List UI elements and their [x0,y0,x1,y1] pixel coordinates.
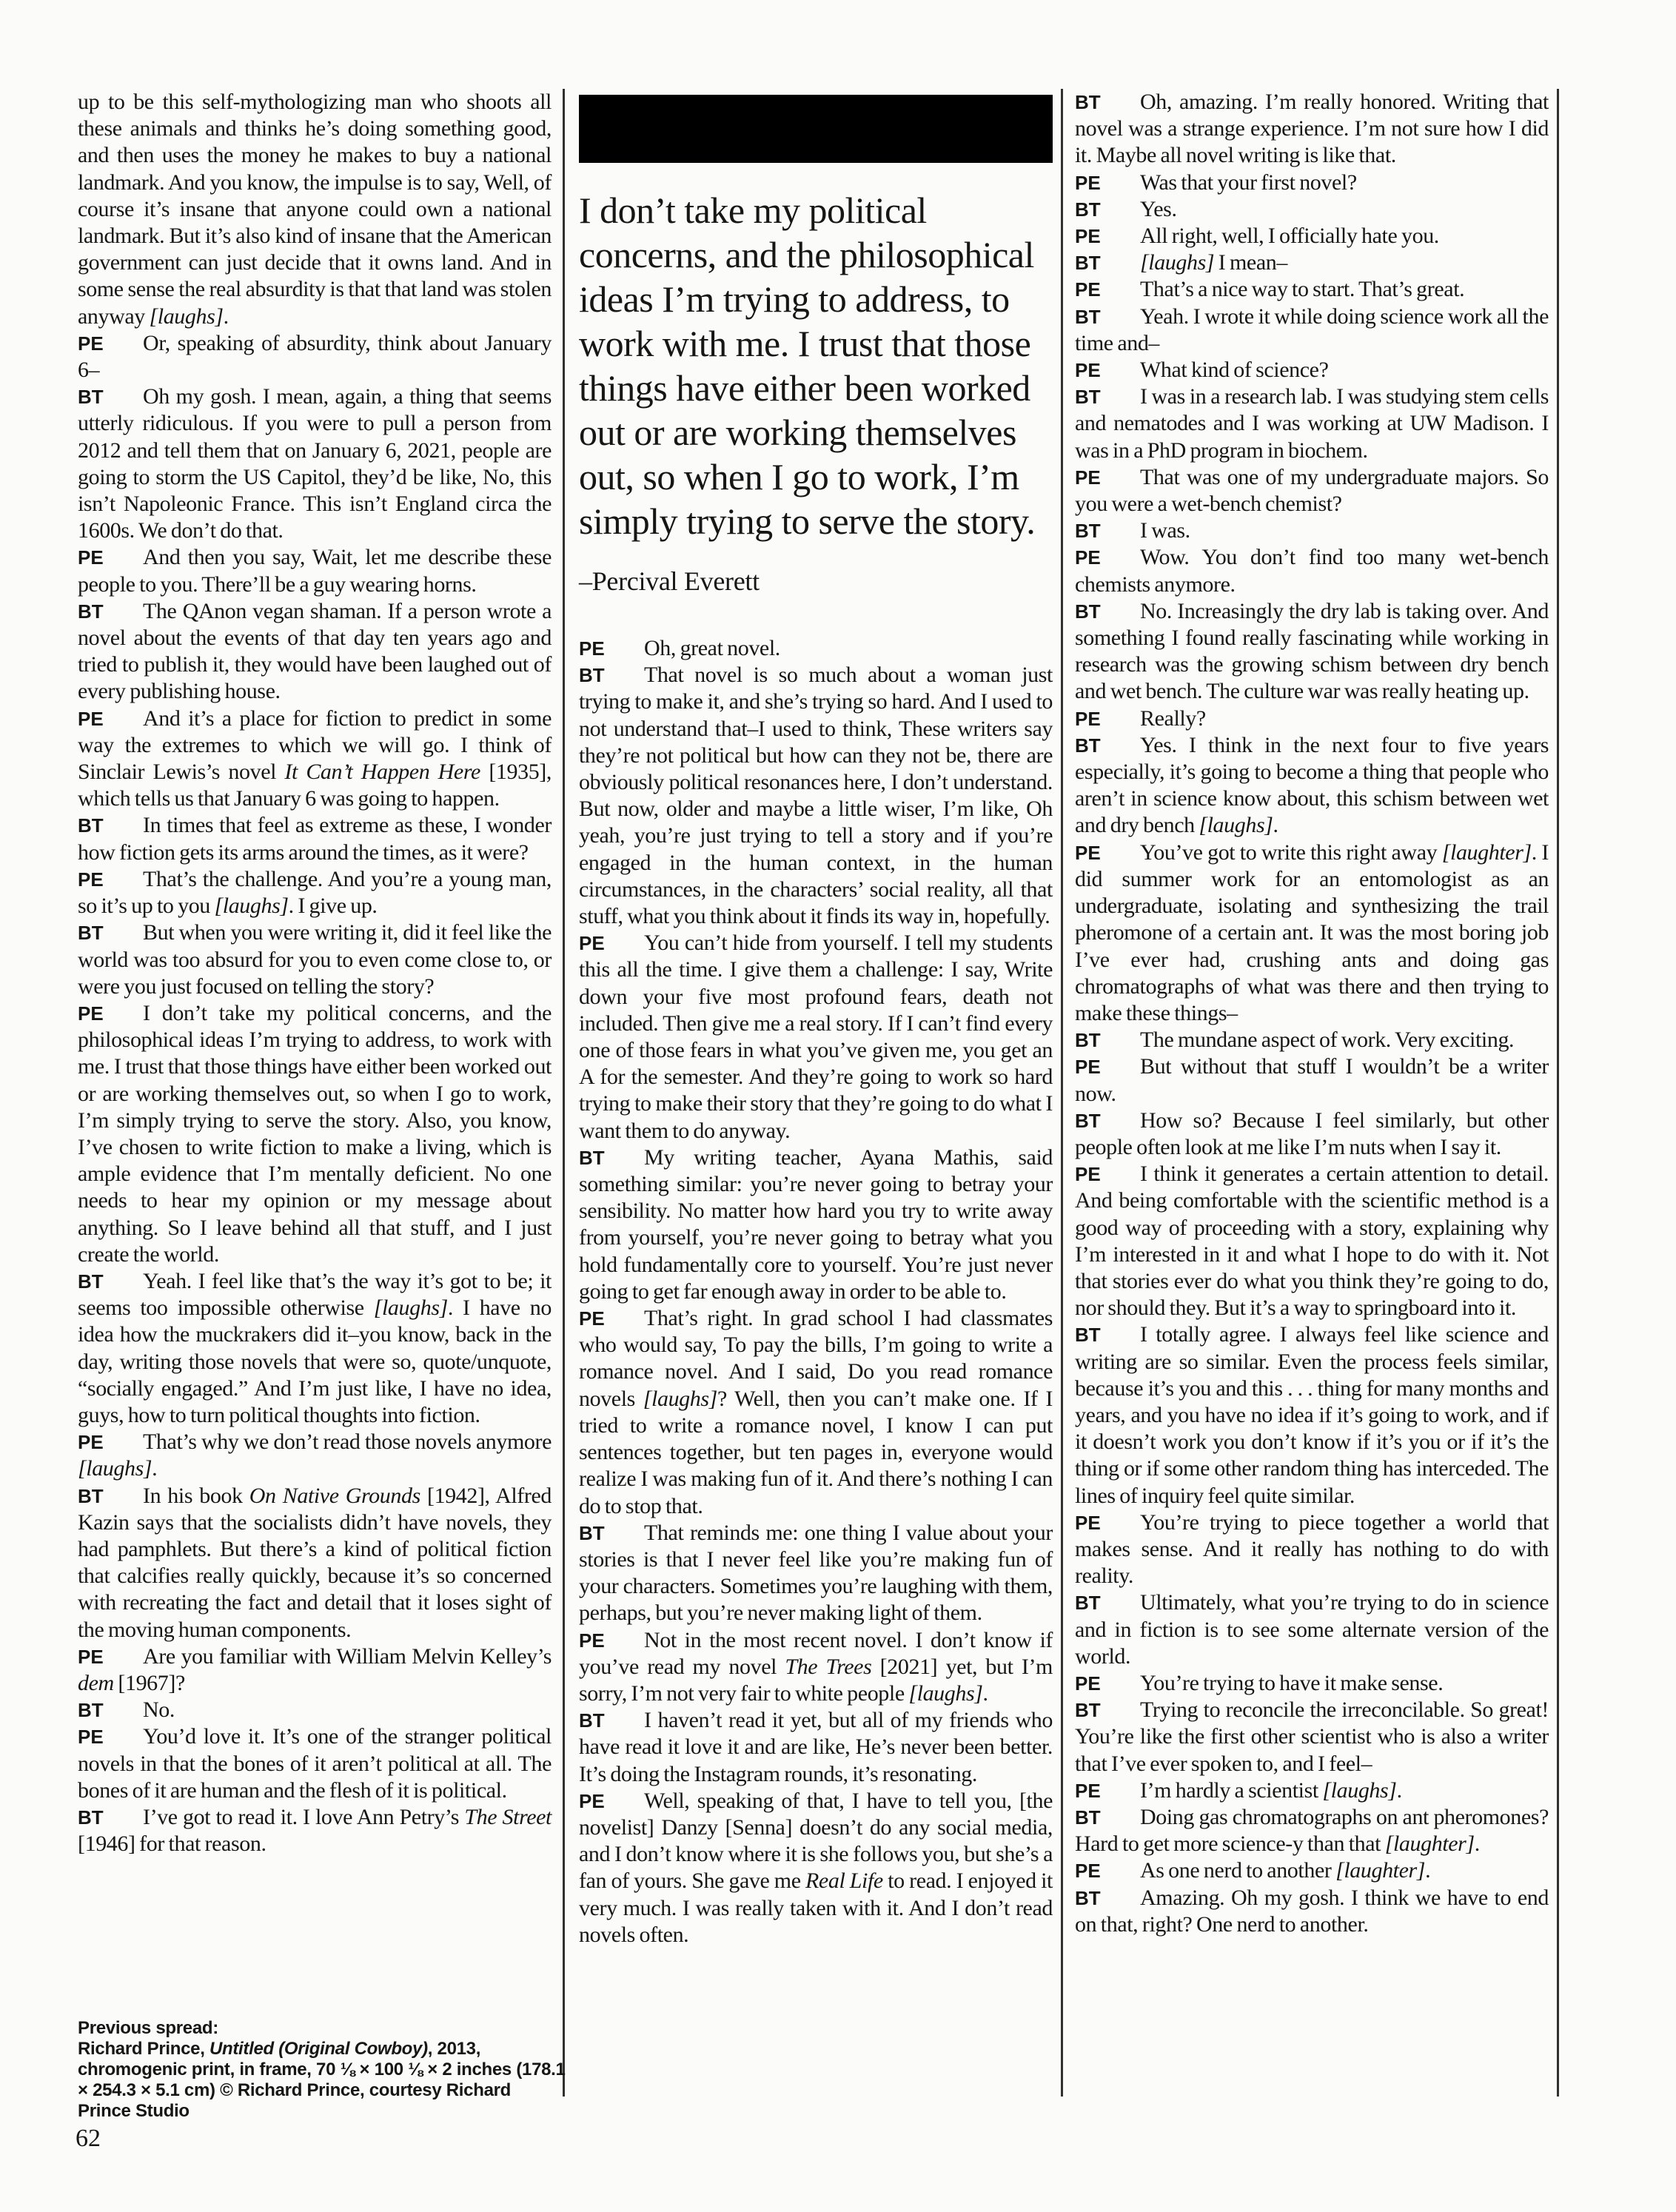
dialogue-turn [78,1643,552,1697]
speaker-label: PE [579,932,605,955]
page-number: 62 [76,2125,101,2152]
text-run: [2021] yet, but I’m sorry, I’m not very fair to white people [579,1654,1053,1706]
speaker-label: PE [1075,225,1101,248]
text-run: That’s right. In grad school I had classmates who would say, To pay the bills, I’m going to write a romance novel. And I said, Do you read romance novels [579,1306,1053,1411]
speaker-label: PE [78,1002,104,1025]
dialogue-turn [78,919,552,1000]
italic-text: Real Life [805,1869,883,1894]
column-middle [579,89,1053,1948]
dialogue-turn [78,544,552,597]
text-run: I think it generates a certain attention to detail. And being comfortable with the scientific method is a good way of proceeding with a story, explaining why I’m interested in it and what I hope to do with it. Not that stories ever do what you think they’re going to do, nor should they. But it’s a way to springboard into it. [1075,1162,1549,1321]
dialogue-turn [78,866,552,919]
dialogue-turn [579,1707,1053,1788]
text-run: I haven’t read it yet, but all of my friends who have read it love it and are like, He’s never been better. It’s doing the Instagram rounds, it’s resonating. [579,1708,1053,1786]
text-run: Well, speaking of that, I have to tell you, [the novelist] Danzy [Senna] doesn’t do any social media, and I don’t know where it is she follows you, but she’s a fan of yours. She gave me [579,1788,1053,1894]
dialogue-turn [1075,89,1549,170]
dialogue-turn [1075,1857,1549,1884]
dialogue-turn [579,662,1053,930]
text-run: [1935], which tells us that January 6 was going to happen. [78,760,552,811]
text-run: No. Increasingly the dry lab is taking over. And something I found really fascinating while working in research was the growing schism between dry bench and wet bench. The culture war was really heating up. [1075,598,1549,704]
speaker-label: PE [78,1645,104,1668]
text-run: I was. [1140,518,1190,543]
speaker-label: PE [1075,546,1101,569]
speaker-label: PE [78,1726,104,1749]
dialogue-turn [1075,732,1549,839]
text-run: Ultimately, what you’re trying to do in science and in fiction is to see some alternate version of the world. [1075,1590,1549,1669]
text-run: Oh, great novel. [644,636,780,660]
italic-text: dem [78,1670,114,1695]
italic-text: [laughs] [149,304,224,329]
caption-body [78,2039,566,2121]
speaker-label: PE [1075,359,1101,382]
italic-text: [laughs] [78,1456,152,1481]
speaker-label: BT [579,1521,605,1544]
italic-text: [laughs] [214,894,289,919]
text-run: I’m hardly a scientist [1140,1777,1323,1803]
dialogue-turn [1075,1589,1549,1670]
speaker-label: BT [1075,1029,1101,1052]
dialogue-turn [78,598,552,706]
caption-heading: Previous spread: [78,2018,218,2038]
text-run: . [982,1680,988,1706]
speaker-label: PE [1075,171,1101,194]
text-run: [1942], Alfred Kazin says that the socialists didn’t have novels, they had pamphlets. But there’s a kind of political fiction that calcifies really quickly, because it’s so concerned with recreating the fact and detail that it loses sight of the moving human components. [78,1483,552,1642]
speaker-label: BT [1075,386,1101,409]
dialogue-turn [78,1723,552,1804]
text-run: Amazing. Oh my gosh. I think we have to end on that, right? One nerd to another. [1075,1885,1549,1937]
italic-text: The Street [464,1805,552,1829]
dialogue-turn [1075,1804,1549,1857]
dialogue-turn [78,706,552,813]
speaker-label: PE [1075,841,1101,864]
dialogue-turn [579,1305,1053,1520]
text-run: Oh my gosh. I mean, again, a thing that seems utterly ridiculous. If you were to pull a person from 2012 and tell them that on January 6, 2021, people are going to storm the US Capitol, they’d be like, No, this isn’t Napoleonic France. This isn’t England circa the 1600s. We don’t do that. [78,384,552,543]
speaker-label: PE [579,1629,605,1652]
dialogue-turn [1075,1321,1549,1509]
dialogue-turn [78,1483,552,1643]
text-run: I don’t take my political concerns, and the philosophical ideas I’m trying to address, to work with me. I trust that those things have either been worked out or are working themselves out, so when I go to work, I’m simply trying to serve the story. Also, you know, I’ve chosen to write fiction to make a living, which is ample evidence that I’m mentally deficient. No one needs to hear my opinion or my message about anything. So I leave behind all that stuff, and I just create the world. [78,1000,552,1267]
text-run: . [1425,1858,1431,1883]
speaker-label: BT [1075,91,1101,113]
text-run: All right, well, I officially hate you. [1140,224,1439,249]
dialogue-turn [1075,1053,1549,1107]
speaker-label: PE [1075,1511,1101,1534]
text-run: That’s a nice way to start. That’s great. [1140,277,1465,302]
italic-text: The Trees [785,1654,872,1679]
text-run: That’s why we don’t read those novels anymore [143,1430,552,1455]
text-run: My writing teacher, Ayana Mathis, said something similar: you’re never going to betray your sensibility. No matter how hard you try to write away from yourself, you’re never going to betray what you hold fundamentally core to yourself. You’re just never going to get far enough away in order to be able to. [579,1144,1053,1304]
speaker-label: PE [1075,1779,1101,1802]
speaker-label: PE [579,1789,605,1812]
column-right-turns [1075,89,1549,1938]
text-run: In times that feel as extreme as these, I wonder how fiction gets its arms around the times, as it were? [78,813,552,865]
speaker-label: PE [579,1307,605,1330]
dialogue-turn [78,812,552,865]
speaker-label: PE [78,868,104,891]
dialogue-turn [1075,706,1549,732]
text-run: You’re trying to piece together a world that makes sense. And it really has nothing to do with reality. [1075,1509,1549,1589]
text-run: ? Well, then you can’t make one. If I tried to write a romance novel, I know I can put sentences together, but ten pages in, everyone would realize I was making fun of it. And there’s nothing I can do to stop that. [579,1386,1053,1518]
dialogue-turn [1075,276,1549,303]
speaker-label: BT [78,1699,104,1722]
text-run: In his book [143,1483,249,1508]
text-run: . [223,304,229,329]
dialogue-turn [78,1429,552,1482]
dialogue-turn [1075,304,1549,357]
italic-text: [laughter] [1384,1831,1475,1857]
text-run: As one nerd to another [1140,1858,1336,1883]
dialogue-turn [1075,357,1549,383]
text-run: And it’s a place for fiction to predict in some way the extremes to which we will go. I think of Sinclair Lewis’s novel [78,706,552,785]
speaker-label: PE [1075,1860,1101,1883]
pull-quote-attribution: –Percival Everett [579,566,760,596]
text-run: That reminds me: one thing I value about your stories is that I never feel like you’re making fun of your characters. Sometimes you’re laughing with them, perhaps, but you’re never making light of them. [579,1520,1053,1626]
text-run: And then you say, Wait, let me describe these people to you. There’ll be a guy wearing horns. [78,545,552,597]
dialogue-turn [579,1144,1053,1305]
text-run: . I give up. [288,894,378,919]
redaction-bar [579,95,1053,163]
text-run: . [1396,1777,1402,1803]
column-middle-turns [579,635,1053,1948]
text-run: to read. I enjoyed it very much. I was really taken with it. And I don’t read novels often. [579,1869,1053,1947]
italic-text: [laughs] [1140,250,1215,275]
speaker-label: BT [1075,600,1101,623]
speaker-label: BT [78,600,104,623]
speaker-label: PE [1075,707,1101,730]
pull-quote: I don’t take my political concerns, and the philosophical ideas I’m trying to address, to work with me. I trust that those things have either been worked out or are working themselves out, so when I go to work, I’m simply trying to serve the story. [579,190,1036,542]
text-run: That’s the challenge. And you’re a young man, so it’s up to you [78,866,552,919]
text-run: Yes. I think in the next four to five years especially, it’s going to become a thing that people who aren’t in science know about, this schism between wet and dry bench [1075,732,1549,838]
dialogue-turn [1075,1777,1549,1804]
column-divider-rule-2 [1061,89,1063,2097]
speaker-label: PE [1075,1163,1101,1186]
dialogue-turn [1075,464,1549,517]
text-run: . [1273,813,1278,838]
dialogue-turn [1075,1027,1549,1053]
dialogue-turn [1075,383,1549,464]
text-run: . I did summer work for an entomologist as an undergraduate, isolating and synthesizing the trail pheromone of a certain ant. It was the most boring job I’ve ever had, crushing ants and doing gas chromatographs of what was there and then trying to make these things– [1075,839,1549,1025]
dialogue-turn [1075,598,1549,706]
dialogue-turn [579,635,1053,662]
italic-text: Untitled (Original Cowboy) [209,2039,428,2059]
dialogue-turn [1075,196,1549,223]
text-run: You’re trying to have it make sense. [1140,1670,1444,1695]
dialogue-turn [78,89,552,330]
text-run: Are you familiar with William Melvin Kelley’s [143,1643,552,1669]
speaker-label: PE [78,1431,104,1454]
text-run: , 2013, chromogenic print, in frame, 70 ⅛ × 100 ⅛ × 2 inches (178.1 × 254.3 × 5.1 cm) © Richard Prince, courtesy Richard Prince Studio [78,2039,566,2121]
italic-text: [laughs] [373,1296,448,1321]
speaker-label: PE [1075,466,1101,489]
text-run: up to be this self-mythologizing man who shoots all these animals and thinks he’s doing something good, and then uses the money he makes to buy a national landmark. And you know, the impulse is to say, Well, of course it’s insane that anyone could own a national landmark. But it’s also kind of insane that the American government can just decide that it owns land. And in some sense the real absurdity is that that land was stolen anyway [78,90,552,329]
text-run: But without that stuff I wouldn’t be a writer now. [1075,1054,1549,1106]
text-run: That was one of my undergraduate majors. So you were a wet-bench chemist? [1075,464,1549,517]
dialogue-turn [1075,517,1549,544]
text-run: That novel is so much about a woman just trying to make it, and she’s trying so hard. And I used to not understand that–I used to think, These writers say they’re not political but how can they not be, there are obviously political resonances here, I don’t understand. But now, older and maybe a little wiser, I’m like, Oh yeah, you’re just trying to tell a story and if you’re engaged in the human context, in the human circumstances, in the characters’ social reality, all that stuff, what you think about it finds its way in, hopefully. [579,663,1053,929]
text-run: I was in a research lab. I was studying stem cells and nematodes and I was working at UW Madison. I was in a PhD program in biochem. [1075,384,1549,463]
speaker-label: BT [78,1270,104,1293]
italic-text: [laughter] [1441,839,1532,865]
text-run: [1946] for that reason. [78,1831,267,1857]
dialogue-turn [78,1268,552,1429]
speaker-label: BT [579,1709,605,1732]
text-run: . [152,1456,158,1481]
italic-text: On Native Grounds [249,1483,420,1508]
column-divider-rule-1 [563,89,565,2097]
speaker-label: PE [579,637,605,660]
speaker-label: BT [1075,1806,1101,1829]
dialogue-turn [78,1697,552,1723]
italic-text: [laughs] [908,1680,983,1706]
dialogue-turn [579,1788,1053,1948]
dialogue-turn [78,383,552,544]
page-right-margin-rule [1557,89,1559,2097]
speaker-label: BT [1075,1109,1101,1132]
speaker-label: BT [1075,305,1101,328]
dialogue-turn [579,1520,1053,1627]
speaker-label: BT [1075,1592,1101,1615]
text-run: [1967]? [113,1670,185,1695]
dialogue-turn [78,330,552,383]
dialogue-turn [1075,839,1549,1027]
speaker-label: BT [78,386,104,409]
text-run: Doing gas chromatographs on ant pheromones? Hard to get more science-y than that [1075,1805,1549,1857]
text-run: You can’t hide from yourself. I tell my students this all the time. I give them a challenge: I say, Write down your five most profound fears, death not included. Then give me a real story. If I can’t find every one of those fears in what you’ve given me, you get an A for the semester. And they’re going to work so hard trying to make their story that they’re going to do what I want them to do anyway. [579,931,1053,1143]
speaker-label: BT [1075,520,1101,543]
dialogue-turn [78,1000,552,1268]
speaker-label: PE [1075,1056,1101,1079]
speaker-label: BT [78,922,104,945]
speaker-label: PE [78,546,104,569]
dialogue-turn [1075,1161,1549,1321]
dialogue-turn [1075,170,1549,196]
speaker-label: PE [1075,278,1101,301]
text-run: But when you were writing it, did it feel like the world was too absurd for you to even come close to, or were you just focused on telling the story? [78,920,552,999]
speaker-label: BT [78,1484,104,1507]
text-run: Wow. You don’t find too many wet-bench chemists anymore. [1075,545,1549,597]
dialogue-turn [1075,223,1549,249]
text-run: Richard Prince, [78,2039,210,2059]
speaker-label: PE [1075,1672,1101,1695]
speaker-label: BT [1075,198,1101,221]
text-run: Not in the most recent novel. I don’t know if you’ve read my novel [579,1627,1053,1679]
dialogue-turn [1075,544,1549,597]
dialogue-turn [1075,1670,1549,1697]
speaker-label: BT [579,664,605,687]
italic-text: [laughs] [1199,813,1273,838]
dialogue-turn [1075,1697,1549,1777]
dialogue-turn [78,1804,552,1857]
text-run: The mundane aspect of work. Very exciting. [1140,1028,1515,1053]
text-run: . [1474,1831,1480,1857]
speaker-label: PE [78,332,104,355]
text-run: You’d love it. It’s one of the stranger political novels in that the bones of it aren’t political at all. The bones of it are human and the flesh of it is political. [78,1724,552,1803]
speaker-label: BT [1075,252,1101,275]
column-left-turns [78,89,552,1857]
text-run: The QAnon vegan shaman. If a person wrote a novel about the events of that day ten years ago and tried to publish it, they would have been laughed out of every publishing house. [78,598,552,704]
text-run: . I have no idea how the muckrakers did it–you know, back in the day, writing those novels that were so, quote/unquote, “socially engaged.” And I’m just like, I have no idea, guys, how to turn political thoughts into fiction. [78,1296,552,1427]
column-left [78,89,552,1857]
dialogue-turn [1075,1107,1549,1161]
text-run: Or, speaking of absurdity, think about January 6– [78,330,552,383]
speaker-label: BT [1075,1699,1101,1722]
text-run: I mean– [1214,250,1287,275]
speaker-label: BT [1075,1324,1101,1347]
text-run: I totally agree. I always feel like science and writing are so similar. Even the process feels similar, because it’s you and this . . . thing for many months and years, and you have no idea if it’s going to work, and if it doesn’t work you don’t know if it’s you or if it’s the thing or if some other random thing has interceded. The lines of inquiry feel quite similar. [1075,1322,1549,1508]
text-run: Yeah. I feel like that’s the way it’s got to be; it seems too impossible otherwise [78,1268,552,1321]
text-run: What kind of science? [1140,358,1329,383]
text-run: Yeah. I wrote it while doing science work all the time and– [1075,304,1549,355]
text-run: Oh, amazing. I’m really honored. Writing that novel was a strange experience. I’m not sure how I did it. Maybe all novel writing is like that. [1075,90,1549,168]
text-run: No. [143,1697,175,1723]
column-right [1075,89,1549,1938]
italic-text: It Can’t Happen Here [284,760,480,785]
speaker-label: BT [78,814,104,837]
dialogue-turn [1075,1885,1549,1938]
italic-text: [laughter] [1335,1858,1426,1883]
text-run: I’ve got to read it. I love Ann Petry’s [143,1805,465,1829]
italic-text: [laughs] [643,1386,717,1411]
dialogue-turn [579,930,1053,1144]
photo-caption [78,2018,566,2122]
text-run: Yes. [1140,196,1177,221]
speaker-label: BT [579,1146,605,1169]
dialogue-turn [1075,249,1549,276]
text-run: Really? [1140,706,1206,731]
text-run: Trying to reconcile the irreconcilable. So great! You’re like the first other scientist who is also a writer that I’ve ever spoken to, and I feel– [1075,1697,1549,1776]
text-run: You’ve got to write this right away [1140,839,1442,865]
text-run: How so? Because I feel similarly, but other people often look at me like I’m nuts when I say it. [1075,1107,1549,1159]
italic-text: [laughs] [1322,1777,1397,1803]
dialogue-turn [1075,1509,1549,1590]
speaker-label: BT [78,1806,104,1829]
speaker-label: BT [1075,734,1101,757]
speaker-label: BT [1075,1886,1101,1909]
speaker-label: PE [78,707,104,730]
dialogue-turn [579,1627,1053,1708]
text-run: Was that your first novel? [1140,170,1357,195]
